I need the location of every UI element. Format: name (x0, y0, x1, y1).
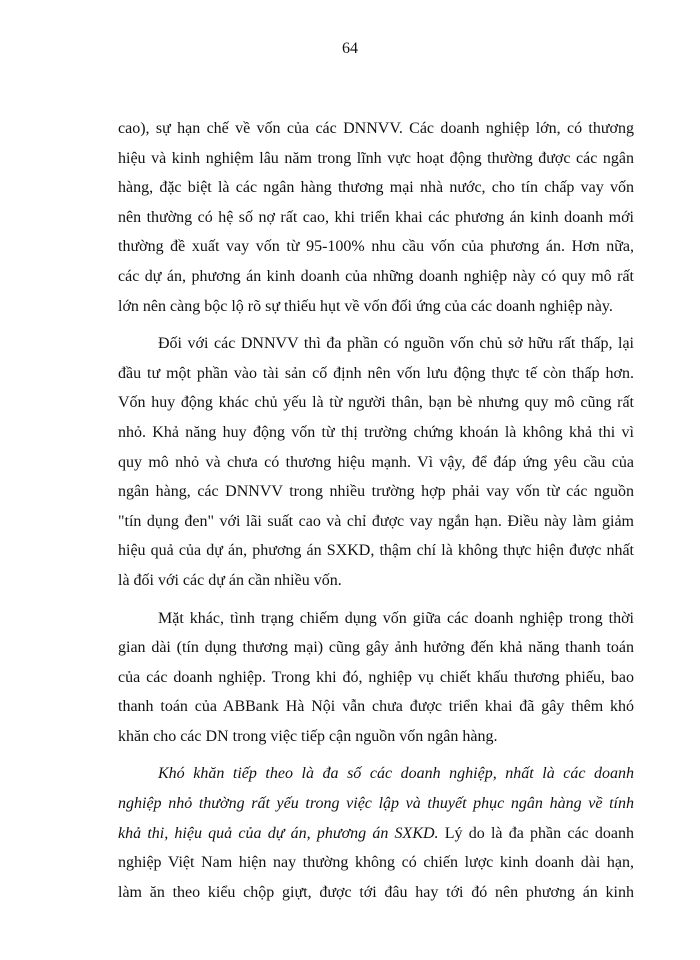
text-line: của các doanh nghiệp. Trong khi đó, nghiệp vụ chiết khấu thương phiếu, bao (118, 668, 634, 686)
text-line: ngân hàng, các DNNVV trong nhiều trường hợp phải vay vốn từ các nguồn (118, 483, 634, 501)
text-line: là đối với các dự án cần nhiều vốn. (118, 571, 342, 589)
text-line: nhỏ. Khả năng huy động vốn từ thị trường chứng khoán là không khả thi vì (118, 423, 634, 441)
text-line: cao), sự hạn chế về vốn của các DNNVV. Các doanh nghiệp lớn, có thương (118, 120, 634, 137)
text-line: Đối với các DNNVV thì đa phần có nguồn vốn chủ sở hữu rất thấp, lại (158, 335, 634, 353)
text-line: gian dài (tín dụng thương mại) cũng gây ảnh hưởng đến khả năng thanh toán (118, 639, 634, 657)
text-line: Mặt khác, tình trạng chiếm dụng vốn giữa các doanh nghiệp trong thời (158, 609, 634, 627)
text-line: nên thường có hệ số nợ rất cao, khi triển khai các phương án kinh doanh mới (118, 208, 634, 226)
paragraph-1 (118, 114, 634, 321)
paragraph-3 (118, 604, 634, 752)
text-line: quy mô nhỏ và chưa có thương hiệu mạnh. Vì vậy, để đáp ứng yêu cầu của (118, 453, 634, 471)
italic-run: khả thi, hiệu quả của dự án, phương án SXKD. (118, 824, 439, 842)
text-line: các dự án, phương án kinh doanh của những doanh nghiệp này có quy mô rất (118, 267, 634, 285)
page-number: 64 (342, 40, 358, 57)
paragraph-2 (118, 329, 634, 595)
text-line: Vốn huy động khác chủ yếu là từ người thân, bạn bè nhưng quy mô cũng rất (118, 394, 634, 412)
text-line-mixed (118, 819, 634, 849)
text-line: hiệu quả của dự án, phương án SXKD, thậm chí là không thực hiện được nhất (118, 542, 634, 560)
text-line: đầu tư một phần vào tài sản cố định nên vốn lưu động thực tế còn thấp hơn. (118, 364, 634, 382)
text-line: hàng, đặc biệt là các ngân hàng thương mại nhà nước, cho tín chấp vay vốn (118, 179, 634, 197)
text-line: "tín dụng đen" với lãi suất cao và chỉ được vay ngắn hạn. Điều này làm giảm (118, 512, 634, 530)
paragraph-4 (118, 759, 634, 907)
text-line: hiệu và kinh nghiệm lâu năm trong lĩnh vực hoạt động thường được các ngân (118, 149, 634, 167)
normal-run: Lý do là đa phần các doanh (438, 824, 634, 842)
text-line: Khó khăn tiếp theo là đa số các doanh nghiệp, nhất là các doanh (158, 765, 634, 783)
text-line: làm ăn theo kiểu chộp giựt, được tới đâu hay tới đó nên phương án kinh (118, 883, 634, 901)
text-line: nghiệp nhỏ thường rất yếu trong việc lập và thuyết phục ngân hàng về tính (118, 795, 634, 813)
text-line: thường đề xuất vay vốn từ 95-100% nhu cầu vốn của phương án. Hơn nữa, (118, 238, 634, 256)
body-text (118, 114, 634, 907)
text-line: nghiệp Việt Nam hiện nay thường không có chiến lược kinh doanh dài hạn, (118, 854, 634, 872)
text-line: khăn cho các DN trong việc tiếp cận nguồn vốn ngân hàng. (118, 727, 498, 745)
text-line: thanh toán của ABBank Hà Nội vẫn chưa được triển khai đã gây thêm khó (118, 698, 634, 716)
text-line: lớn nên càng bộc lộ rõ sự thiếu hụt về vốn đối ứng của các doanh nghiệp này. (118, 297, 613, 315)
